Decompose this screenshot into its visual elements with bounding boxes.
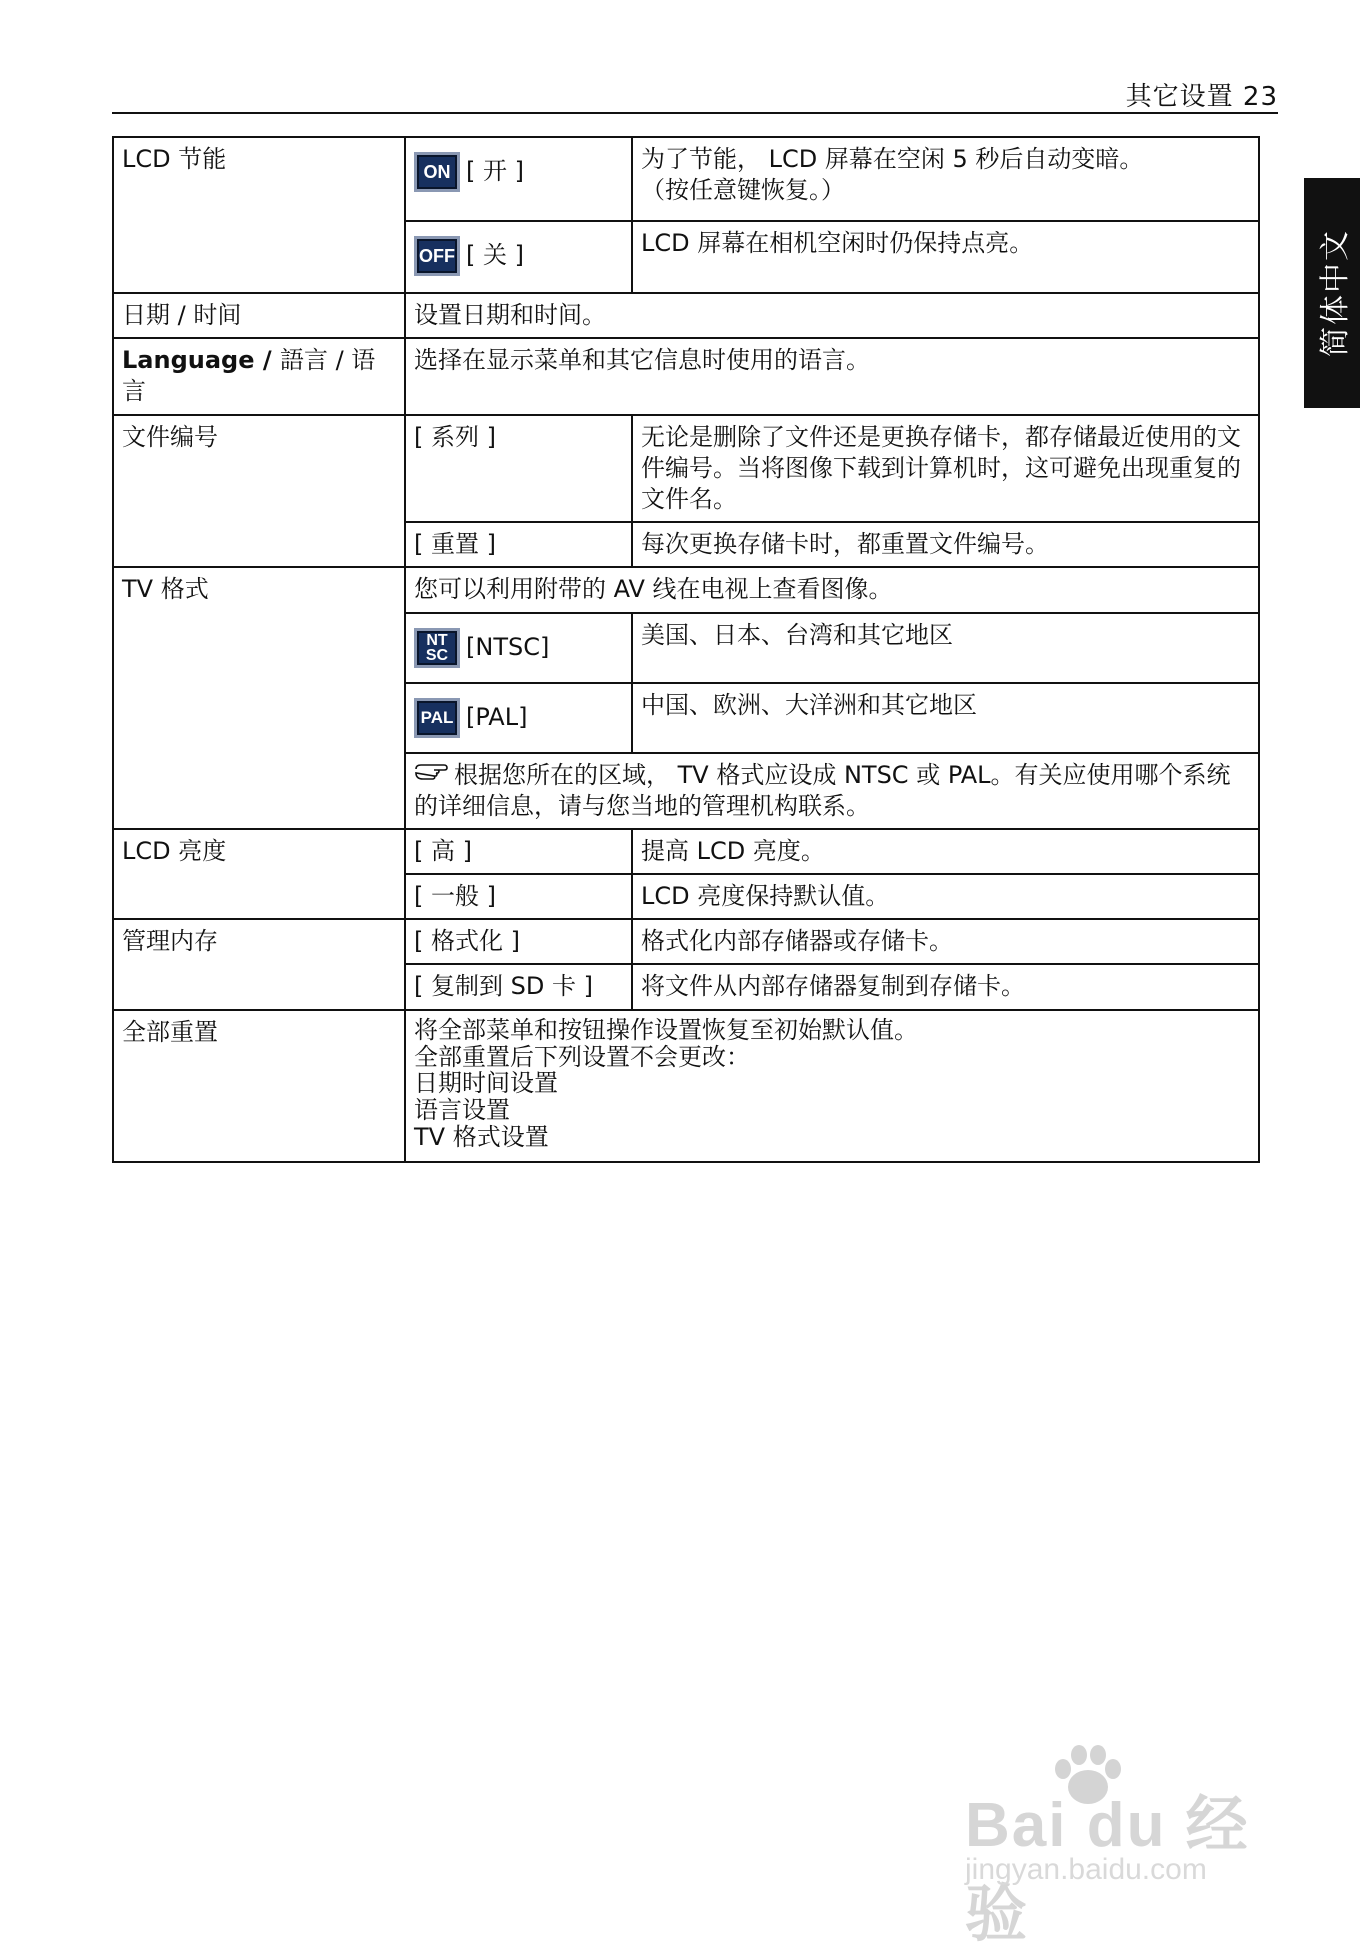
option-on (414, 152, 623, 192)
option-cell: [ 重置 ] (405, 522, 632, 567)
description-line: 语言设置 (414, 1096, 510, 1125)
description-cell: 将文件从内部存储器复制到存储卡。 (632, 964, 1259, 1009)
table-row (113, 1010, 1259, 1162)
description-cell: 美国、日本、台湾和其它地区 (632, 613, 1259, 683)
description-cell: 中国、欧洲、大洋洲和其它地区 (632, 683, 1259, 753)
description-cell (632, 137, 1259, 221)
option-label: [NTSC] (466, 632, 550, 661)
option-cell (405, 613, 632, 683)
option-cell: [ 系列 ] (405, 415, 632, 523)
option-pal (414, 698, 623, 738)
option-label: [ 关 ] (466, 241, 524, 270)
language-label-en: Language / (122, 346, 280, 375)
ntsc-icon-top: NT (426, 631, 448, 649)
section-title: 其它设置 (1125, 82, 1234, 112)
option-cell: [ 格式化 ] (405, 919, 632, 964)
row-label (113, 338, 405, 414)
watermark-brand: Bai du 经验 (965, 1791, 1250, 1949)
off-icon: OFF (414, 236, 460, 276)
table-row (113, 415, 1259, 523)
language-label-zh: 語言 / 语言 (122, 346, 376, 406)
description-cell: 每次更换存储卡时，都重置文件编号。 (632, 522, 1259, 567)
page-number: 23 (1242, 82, 1278, 112)
row-label: TV 格式 (113, 567, 405, 829)
ntsc-icon (414, 628, 460, 668)
description-cell: 提高 LCD 亮度。 (632, 829, 1259, 874)
option-cell (405, 221, 632, 293)
option-off (414, 236, 623, 276)
description-cell: 格式化内部存储器或存储卡。 (632, 919, 1259, 964)
table-row (113, 919, 1259, 964)
row-label: 日期 / 时间 (113, 293, 405, 338)
table-row (113, 338, 1259, 414)
table-row (113, 293, 1259, 338)
ntsc-icon-bottom: SC (425, 646, 449, 664)
on-icon: ON (414, 152, 460, 192)
note-cell (405, 753, 1259, 829)
description-cell: LCD 屏幕在相机空闲时仍保持点亮。 (632, 221, 1259, 293)
option-cell: [ 高 ] (405, 829, 632, 874)
description-line: TV 格式设置 (414, 1123, 549, 1152)
settings-table (112, 136, 1260, 1163)
row-label: LCD 节能 (113, 137, 405, 293)
note-text: 根据您所在的区域， TV 格式应设成 NTSC 或 PAL。有关应使用哪个系统的详细信息，请与您当地的管理机构联系。 (414, 760, 1231, 820)
table-row (113, 567, 1259, 612)
description-line: 全部重置后下列设置不会更改： (414, 1042, 750, 1071)
description-cell: 设置日期和时间。 (405, 293, 1259, 338)
description-cell: 您可以利用附带的 AV 线在电视上查看图像。 (405, 567, 1259, 612)
table-row (113, 137, 1259, 221)
row-label: 全部重置 (113, 1010, 405, 1162)
pal-icon: PAL (414, 698, 460, 738)
option-ntsc (414, 628, 623, 668)
row-label: 管理内存 (113, 919, 405, 1009)
description-line: 日期时间设置 (414, 1069, 558, 1098)
row-label: 文件编号 (113, 415, 405, 568)
language-side-tab (1304, 178, 1360, 408)
page-header (112, 76, 1278, 113)
description-cell: 选择在显示菜单和其它信息时使用的语言。 (405, 338, 1259, 414)
header-rule (112, 112, 1278, 114)
hand-pointer-icon (414, 760, 454, 791)
watermark-url: jingyan.baidu.com (965, 1853, 1207, 1886)
option-cell: [ 一般 ] (405, 874, 632, 919)
baidu-watermark (965, 1775, 1295, 1949)
description-cell: 无论是删除了文件还是更换存储卡，都存储最近使用的文件编号。当将图像下载到计算机时，这可避免出现重复的文件名。 (632, 415, 1259, 523)
row-label: LCD 亮度 (113, 829, 405, 919)
description-cell: LCD 亮度保持默认值。 (632, 874, 1259, 919)
description-line: （按任意键恢复。） (641, 176, 845, 205)
description-cell (405, 1010, 1259, 1162)
description-line: 将全部菜单和按钮操作设置恢复至初始默认值。 (414, 1015, 918, 1044)
option-cell: [ 复制到 SD 卡 ] (405, 964, 632, 1009)
option-label: [PAL] (466, 702, 528, 731)
option-label: [ 开 ] (466, 157, 524, 186)
side-tab-label: 简体中文 (1318, 229, 1353, 357)
description-line: 为了节能， LCD 屏幕在空闲 5 秒后自动变暗。 (641, 145, 1144, 173)
option-cell (405, 683, 632, 753)
option-cell (405, 137, 632, 221)
table-row (113, 829, 1259, 874)
